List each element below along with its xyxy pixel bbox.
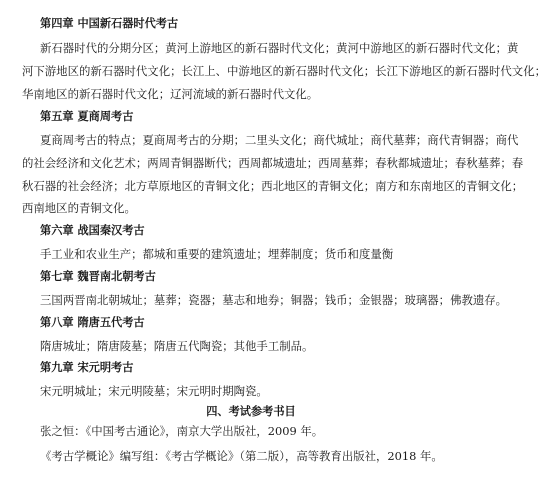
chapter-4-line-1: 新石器时代的分期分区；黄河上游地区的新石器时代文化；黄河中游地区的新石器时代文化；黄 xyxy=(40,41,519,55)
chapter-5-heading: 第五章 夏商周考古 xyxy=(40,110,134,123)
chapter-5-line-1: 夏商周考古的特点；夏商周考古的分期；二里头文化；商代城址；商代墓葬；商代青铜器；商代 xyxy=(40,133,519,147)
reference-item-1: 张之恒：《中国考古通论》，南京大学出版社，2009 年。 xyxy=(40,424,324,438)
reference-item-2: 《考古学概论》编写组：《考古学概论》（第二版），高等教育出版社，2018 年。 xyxy=(40,449,443,463)
chapter-7-line-1: 三国两晋南北朝城址；墓葬；瓷器；墓志和地券；铜器；钱币；金银器；玻璃器；佛教遗存。 xyxy=(40,293,508,307)
chapter-5-line-4: 西南地区的青铜文化。 xyxy=(22,201,136,215)
chapter-9-heading: 第九章 宋元明考古 xyxy=(40,361,134,374)
chapter-9-line-1: 宋元明城址；宋元明陵墓；宋元明时期陶瓷。 xyxy=(40,384,268,398)
references-heading: 四、考试参考书目 xyxy=(206,405,296,418)
chapter-7-heading: 第七章 魏晋南北朝考古 xyxy=(40,270,156,283)
chapter-4-line-2: 河下游地区的新石器时代文化；长江上、中游地区的新石器时代文化；长江下游地区的新石器时代文化； xyxy=(22,64,546,78)
chapter-8-heading: 第八章 隋唐五代考古 xyxy=(40,316,145,329)
chapter-6-line-1: 手工业和农业生产；都城和重要的建筑遗址；埋葬制度；货币和度量衡 xyxy=(40,247,394,261)
chapter-4-line-3: 华南地区的新石器时代文化；辽河流域的新石器时代文化。 xyxy=(22,87,319,101)
chapter-6-heading: 第六章 战国秦汉考古 xyxy=(40,224,145,237)
chapter-5-line-2: 的社会经济和文化艺术；两周青铜器断代；西周都城遗址；西周墓葬；春秋都城遗址；春秋墓葬；春 xyxy=(22,156,524,170)
chapter-4-heading: 第四章 中国新石器时代考古 xyxy=(40,17,179,30)
chapter-8-line-1: 隋唐城址；隋唐陵墓；隋唐五代陶瓷；其他手工制品。 xyxy=(40,339,314,353)
chapter-5-line-3: 秋石器的社会经济；北方草原地区的青铜文化；西北地区的青铜文化；南方和东南地区的青铜文化； xyxy=(22,179,524,193)
